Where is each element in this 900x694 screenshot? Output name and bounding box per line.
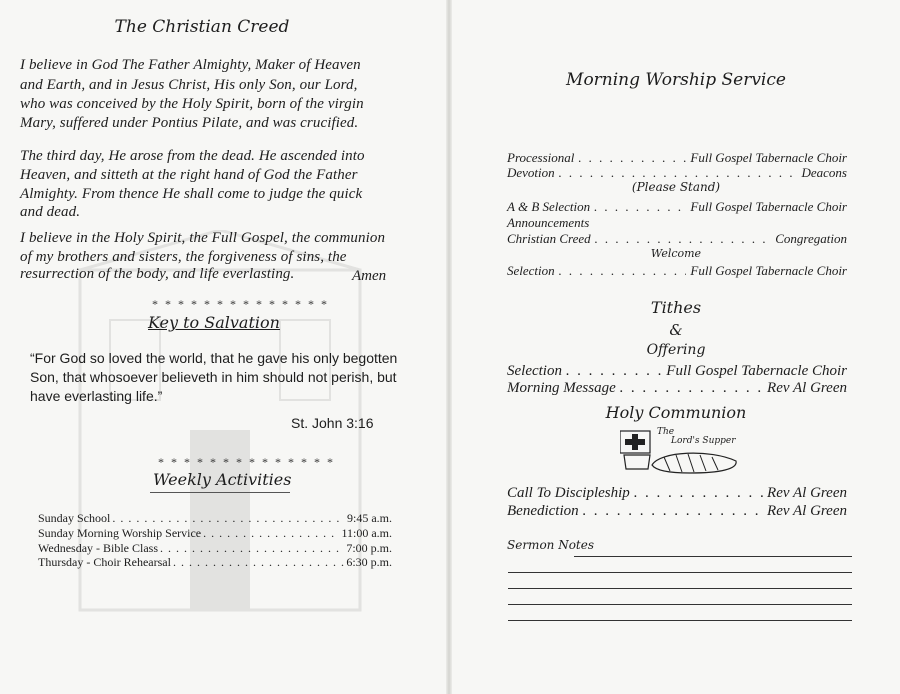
program-performer: Full Gospel Tabernacle Choir bbox=[690, 263, 847, 278]
program-item: Selection bbox=[507, 363, 562, 379]
sermon-notes-label: Sermon Notes bbox=[507, 538, 595, 552]
verse-line: “For God so loved the world, that he gave his only begotten bbox=[30, 350, 398, 366]
divider-stars: * * * * * * * * * * * * * * bbox=[158, 455, 335, 469]
program-row bbox=[507, 380, 847, 397]
creed-line: The third day, He arose from the dead. He ascended into bbox=[20, 148, 365, 164]
activity-label: Thursday - Choir Rehearsal bbox=[38, 555, 171, 569]
program-item: Call To Discipleship bbox=[507, 485, 630, 501]
please-stand-note: (Please Stand) bbox=[631, 180, 721, 194]
program-item: Processional bbox=[507, 150, 575, 165]
creed-line: of my brothers and sisters, the forgiveness of sins, the bbox=[20, 249, 347, 265]
program-row bbox=[507, 485, 847, 502]
program-performer: Full Gospel Tabernacle Choir bbox=[666, 363, 847, 379]
program-performer: Rev Al Green bbox=[767, 485, 847, 501]
welcome-heading: Welcome bbox=[650, 247, 702, 260]
activity-time: 6:30 p.m. bbox=[346, 555, 392, 569]
activity-label: Sunday School bbox=[38, 511, 111, 525]
program-row bbox=[507, 165, 847, 181]
leader-dots bbox=[566, 363, 662, 380]
program-item: Announcements bbox=[507, 215, 590, 230]
right-page bbox=[452, 0, 900, 694]
creed-line: who was conceived by the Holy Spirit, born of the virgin bbox=[20, 96, 364, 112]
leader-dots bbox=[594, 199, 686, 215]
creed-title: The Christian Creed bbox=[114, 17, 290, 37]
leader-dots bbox=[203, 526, 339, 541]
activity-time: 9:45 a.m. bbox=[347, 511, 392, 525]
program-performer: Congregation bbox=[775, 231, 847, 246]
program-performer: Rev Al Green bbox=[767, 380, 847, 396]
leader-dots bbox=[559, 263, 687, 279]
program-item: Selection bbox=[507, 263, 555, 278]
activity-row bbox=[38, 526, 392, 541]
verse-line: Son, that whosoever believeth in him should not perish, but bbox=[30, 369, 397, 385]
notes-line bbox=[508, 588, 852, 589]
leader-dots bbox=[634, 485, 763, 502]
activity-label: Sunday Morning Worship Service bbox=[38, 526, 202, 540]
creed-line: and Earth, and in Jesus Christ, His only Son, our Lord, bbox=[20, 77, 358, 93]
program-item: Christian Creed bbox=[507, 231, 591, 246]
lords-supper-caption-line: Lord's Supper bbox=[671, 436, 736, 446]
verse-line: have everlasting life.” bbox=[30, 388, 163, 404]
leader-dots bbox=[559, 165, 798, 181]
program-row bbox=[507, 150, 847, 166]
creed-line: resurrection of the body, and life everlasting. bbox=[20, 266, 295, 282]
creed-line: and dead. bbox=[20, 204, 81, 220]
creed-line: Mary, suffered under Pontius Pilate, and was crucified. bbox=[20, 115, 359, 131]
notes-line bbox=[574, 556, 852, 557]
activities-title: Weekly Activities bbox=[153, 470, 292, 489]
creed-line: I believe in the Holy Spirit, the Full Gospel, the communion bbox=[20, 230, 386, 246]
verse-reference: St. John 3:16 bbox=[291, 415, 374, 431]
program-performer: Full Gospel Tabernacle Choir bbox=[690, 199, 847, 214]
leader-dots bbox=[173, 555, 344, 570]
program-performer: Deacons bbox=[801, 165, 847, 180]
creed-line: I believe in God The Father Almighty, Maker of Heaven bbox=[20, 57, 361, 73]
tithes-heading: Tithes bbox=[650, 298, 702, 317]
leader-dots bbox=[620, 380, 763, 397]
program-row bbox=[507, 199, 847, 215]
divider-stars: * * * * * * * * * * * * * * bbox=[152, 297, 329, 311]
offering-heading: Offering bbox=[646, 342, 706, 358]
leader-dots bbox=[578, 150, 686, 166]
leader-dots bbox=[583, 503, 763, 520]
program-performer: Rev Al Green bbox=[767, 503, 847, 519]
program-item: Benediction bbox=[507, 503, 579, 519]
notes-line bbox=[508, 604, 852, 605]
salvation-title: Key to Salvation bbox=[148, 313, 280, 332]
program-item: Devotion bbox=[507, 165, 555, 180]
program-item: Morning Message bbox=[507, 380, 616, 396]
leader-dots bbox=[160, 541, 344, 556]
activity-time: 7:00 p.m. bbox=[346, 541, 392, 555]
lords-supper-caption bbox=[657, 428, 736, 446]
ampersand-heading: & bbox=[669, 321, 683, 339]
activity-row bbox=[38, 555, 392, 570]
notes-line bbox=[508, 572, 852, 573]
program-row bbox=[507, 263, 847, 279]
service-title: Morning Worship Service bbox=[566, 70, 786, 90]
holy-communion-heading: Holy Communion bbox=[605, 403, 747, 422]
creed-line: Heaven, and sitteth at the right hand of God the Father bbox=[20, 167, 358, 183]
activity-label: Wednesday - Bible Class bbox=[38, 541, 159, 555]
leader-dots bbox=[595, 231, 772, 247]
activity-row bbox=[38, 511, 392, 526]
lords-supper-caption-line: The bbox=[657, 427, 675, 437]
program-row bbox=[507, 503, 847, 520]
notes-line bbox=[508, 620, 852, 621]
program-row bbox=[507, 231, 847, 247]
program-row bbox=[507, 363, 847, 380]
creed-line: Almighty. From thence He shall come to judge the quick bbox=[20, 186, 363, 202]
activities-title-underline bbox=[150, 492, 290, 493]
leader-dots bbox=[112, 511, 345, 526]
activity-row bbox=[38, 541, 392, 556]
program-item: A & B Selection bbox=[507, 199, 591, 214]
amen-text: Amen bbox=[352, 268, 387, 284]
program-performer: Full Gospel Tabernacle Choir bbox=[690, 150, 847, 165]
activity-time: 11:00 a.m. bbox=[341, 526, 392, 540]
left-page bbox=[0, 0, 448, 694]
church-watermark-image bbox=[40, 230, 400, 650]
